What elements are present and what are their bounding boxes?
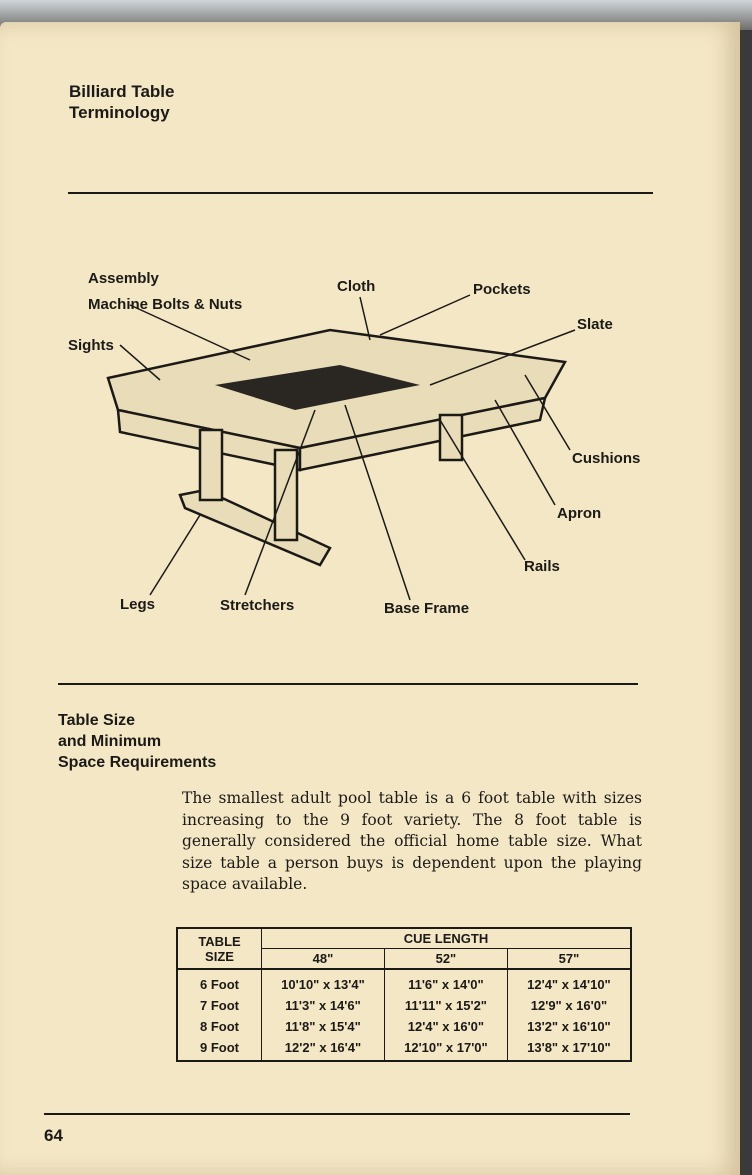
- space-requirements-table: [176, 927, 632, 1062]
- footer-divider: [44, 1113, 630, 1115]
- body-paragraph: The smallest adult pool table is a 6 foot table with sizes increasing to the 9 foot variety. The 8 foot table is generally considered the official home table size. What size table a person buys is dependent upon the playing space available.: [182, 789, 642, 893]
- label-machine-bolts: Machine Bolts & Nuts: [88, 296, 243, 313]
- label-sights: Sights: [68, 337, 114, 354]
- title-line: Terminology: [69, 103, 170, 122]
- cue-52-column: 11'6" x 14'0" 11'11" x 15'2" 12'4" x 16'0" 12'10" x 17'0": [384, 969, 507, 1061]
- label-assembly: Assembly: [88, 270, 159, 287]
- title-line: and Minimum: [58, 733, 162, 750]
- label-stretchers: Stretchers: [220, 597, 295, 614]
- label-cushions: Cushions: [572, 450, 641, 467]
- header-cue-57: 57": [507, 949, 631, 970]
- label-base-frame: Base Frame: [384, 600, 470, 617]
- title-line: Table Size: [58, 712, 136, 729]
- section-title-size: [58, 710, 216, 773]
- header-cue-48: 48": [262, 949, 385, 970]
- title-line: Space Requirements: [58, 754, 217, 771]
- divider: [58, 683, 638, 685]
- cue-57-column: 12'4" x 14'10" 12'9" x 16'0" 13'2" x 16'10" 13'8" x 17'10": [507, 969, 631, 1061]
- header-cue-length: CUE LENGTH: [262, 928, 632, 949]
- title-line: Billiard Table: [69, 82, 175, 101]
- page-number: 64: [44, 1126, 63, 1145]
- label-apron: Apron: [557, 505, 602, 522]
- label-cloth: Cloth: [337, 278, 376, 295]
- size-column: 6 Foot 7 Foot 8 Foot 9 Foot: [177, 969, 262, 1061]
- table-row: [177, 969, 631, 1061]
- label-pockets: Pockets: [473, 281, 531, 298]
- label-slate: Slate: [577, 316, 613, 333]
- cue-48-column: 10'10" x 13'4" 11'3" x 14'6" 11'8" x 15'4" 12'2" x 16'4": [262, 969, 385, 1061]
- header-table-size: TABLE SIZE: [177, 928, 262, 969]
- header-cue-52: 52": [384, 949, 507, 970]
- label-rails: Rails: [524, 558, 560, 575]
- label-legs: Legs: [120, 596, 156, 613]
